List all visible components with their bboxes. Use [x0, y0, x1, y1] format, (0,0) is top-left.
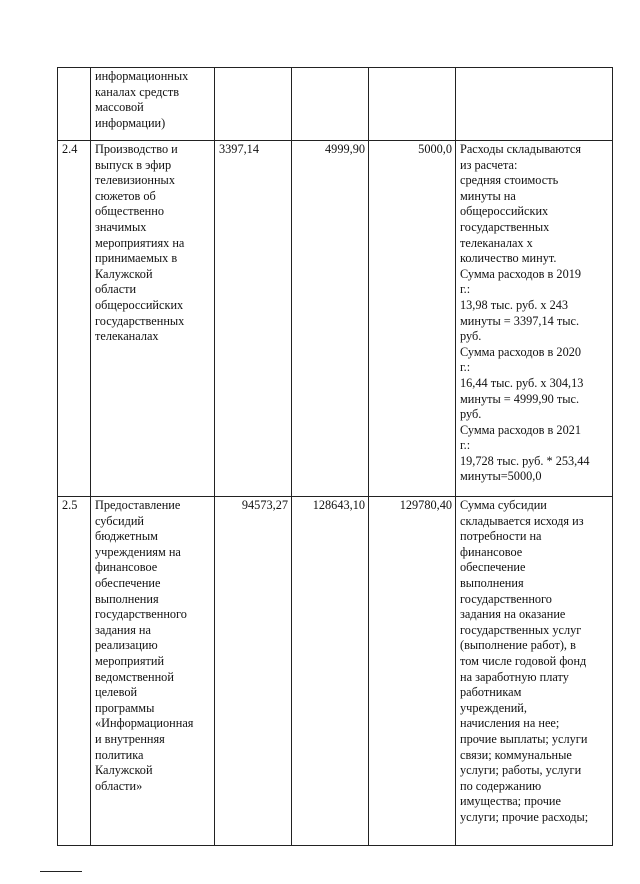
row-number: 2.5 [58, 497, 91, 846]
calculation-note [456, 68, 613, 141]
row-number: 2.4 [58, 141, 91, 497]
event-name: Производство и выпуск в эфир телевизионных сюжетов об общественно значимых мероприятиях на принимаемых в Калужской области общероссийских государственных телеканалах [91, 141, 215, 497]
calculation-note: Сумма субсидии складывается исходя из потребности на финансовое обеспечение выполнения государственного задания на оказание государственных услуг (выполнение работ), в том числе годовой фонд на заработную плату работникам учреждений, начисления на нее; прочие выплаты; услуги связи; коммунальные услуги; работы, услуги по содержанию имущества; прочие услуги; прочие расходы; [456, 497, 613, 846]
amount-2019: 3397,14 [215, 141, 292, 497]
amount-2020: 4999,90 [292, 141, 369, 497]
table-row [58, 497, 613, 846]
amount-2020: 128643,10 [292, 497, 369, 846]
expenses-table [57, 67, 613, 846]
amount-2021: 129780,40 [369, 497, 456, 846]
amount-2021 [369, 68, 456, 141]
event-name: информационных каналах средств массовой информации) [91, 68, 215, 141]
table-row [58, 141, 613, 497]
amount-2021: 5000,0 [369, 141, 456, 497]
amount-2019 [215, 68, 292, 141]
amount-2019: 94573,27 [215, 497, 292, 846]
table-row [58, 68, 613, 141]
footnote-separator [40, 871, 82, 872]
row-number [58, 68, 91, 141]
event-name: Предоставление субсидий бюджетным учреждениям на финансовое обеспечение выполнения государственного задания на реализацию мероприятий ведомственной целевой программы «Информационная и внутренняя политика Калужской области» [91, 497, 215, 846]
calculation-note: Расходы складываются из расчета: средняя стоимость минуты на общероссийских государственных телеканалах х количество минут. Сумма расходов в 2019 г.: 13,98 тыс. руб. х 243 минуты = 3397,14 тыс. руб. Сумма расходов в 2020 г.: 16,44 тыс. руб. х 304,13 минуты = 4999,90 тыс. руб. Сумма расходов в 2021 г.: 19,728 тыс. руб. * 253,44 минуты=5000,0 [456, 141, 613, 497]
amount-2020 [292, 68, 369, 141]
